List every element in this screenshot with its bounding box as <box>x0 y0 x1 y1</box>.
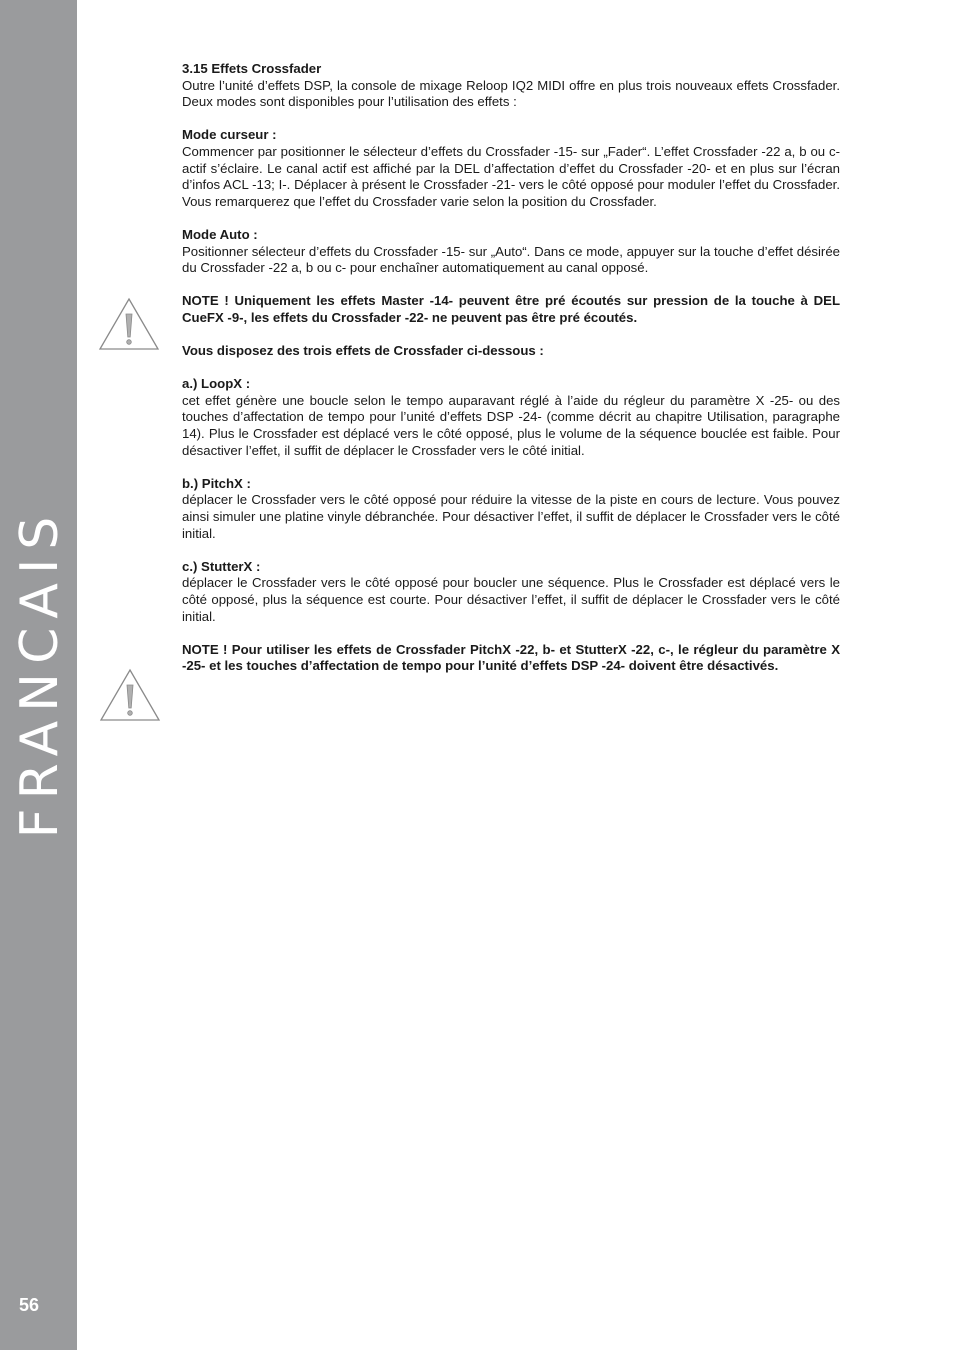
stutterx-text: déplacer le Crossfader vers le côté opposé pour boucler une séquence. Plus le Crossfader est déplacé vers le côté opposé, plus la séquence est courte. Pour désactiver l’effet, il suffit de déplacer le Crossfader vers le côté initial. <box>182 575 840 624</box>
warning-triangle-icon <box>98 667 162 723</box>
section-intro: Outre l’unité d’effets DSP, la console de mixage Reloop IQ2 MIDI offre en plus trois nouveaux effets Crossfader. Deux modes sont disponibles pour l’utilisation des effets : <box>182 77 840 110</box>
stutterx-title: c.) StutterX : <box>182 558 261 574</box>
mode-auto-text: Positionner sélecteur d’effets du Crossfader -15- sur „Auto“. Dans ce mode, appuyer sur la touche d’effet désirée du Crossfader -22 a, b ou c- pour enchaîner automatiquement au canal opposé. <box>182 243 840 276</box>
mode-curseur-text: Commencer par positionner le sélecteur d’effets du Crossfader -15- sur „Fader“. L’effet Crossfader -22 a, b ou c- actif s’éclaire. Le canal actif est affiché par la DEL d’affectation d’effet du Crossfader -20- et en plus sur l’écran d’infos ACL -13; I-. Déplacer à présent le Crossfader -21- vers le côté opposé pour moduler l’effet du Crossfader. Vous remarquerez que l’effet du Crossfader varie selon la position du Crossfader. <box>182 143 840 209</box>
loopx-text: cet effet génère une boucle selon le tempo auparavant réglé à l’aide du régleur du paramètre X -25- ou des touches d’affectation de tempo pour l’unité d’effets DSP -24- (comme décrit au chapitre Utilisation, paragraphe 14). Plus le Crossfader est déplacé vers le côté opposé, plus le volume de la séquence bouclée est faible. Pour désactiver l’effet, il suffit de déplacer le Crossfader vers le côté initial. <box>182 392 840 458</box>
loopx-title: a.) LoopX : <box>182 376 251 392</box>
note-cuefx: NOTE ! Uniquement les effets Master -14- peuvent être pré écoutés sur pression de la touche à DEL CueFX -9-, les effets du Crossfader -22- ne peuvent pas être pré écoutés. <box>182 293 840 325</box>
mode-auto-title: Mode Auto : <box>182 226 258 242</box>
mode-curseur-title: Mode curseur : <box>182 127 277 143</box>
pitchx-text: déplacer le Crossfader vers le côté opposé pour réduire la vitesse de la piste en cours de lecture. Vous pouvez ainsi simuler une platine vinyle débranchée. Pour désactiver l’effet, il suffit de déplacer le Crossfader vers le côté initial. <box>182 492 840 541</box>
pitchx-title: b.) PitchX : <box>182 475 251 491</box>
language-sidebar <box>0 0 77 1350</box>
language-label: FRANCAIS <box>10 507 70 839</box>
effects-intro: Vous disposez des trois effets de Crossfader ci-dessous : <box>182 343 544 359</box>
page-number: 56 <box>19 1295 40 1315</box>
manual-content <box>182 61 840 675</box>
note-parameter-x: NOTE ! Pour utiliser les effets de Crossfader PitchX -22, b- et StutterX -22, c-, le régleur du paramètre X -25- et les touches d’affectation de tempo pour l’unité d’effets DSP -24- doivent être désactivés. <box>182 641 840 674</box>
section-heading: 3.15 Effets Crossfader <box>182 61 322 76</box>
warning-triangle-icon <box>97 296 161 352</box>
